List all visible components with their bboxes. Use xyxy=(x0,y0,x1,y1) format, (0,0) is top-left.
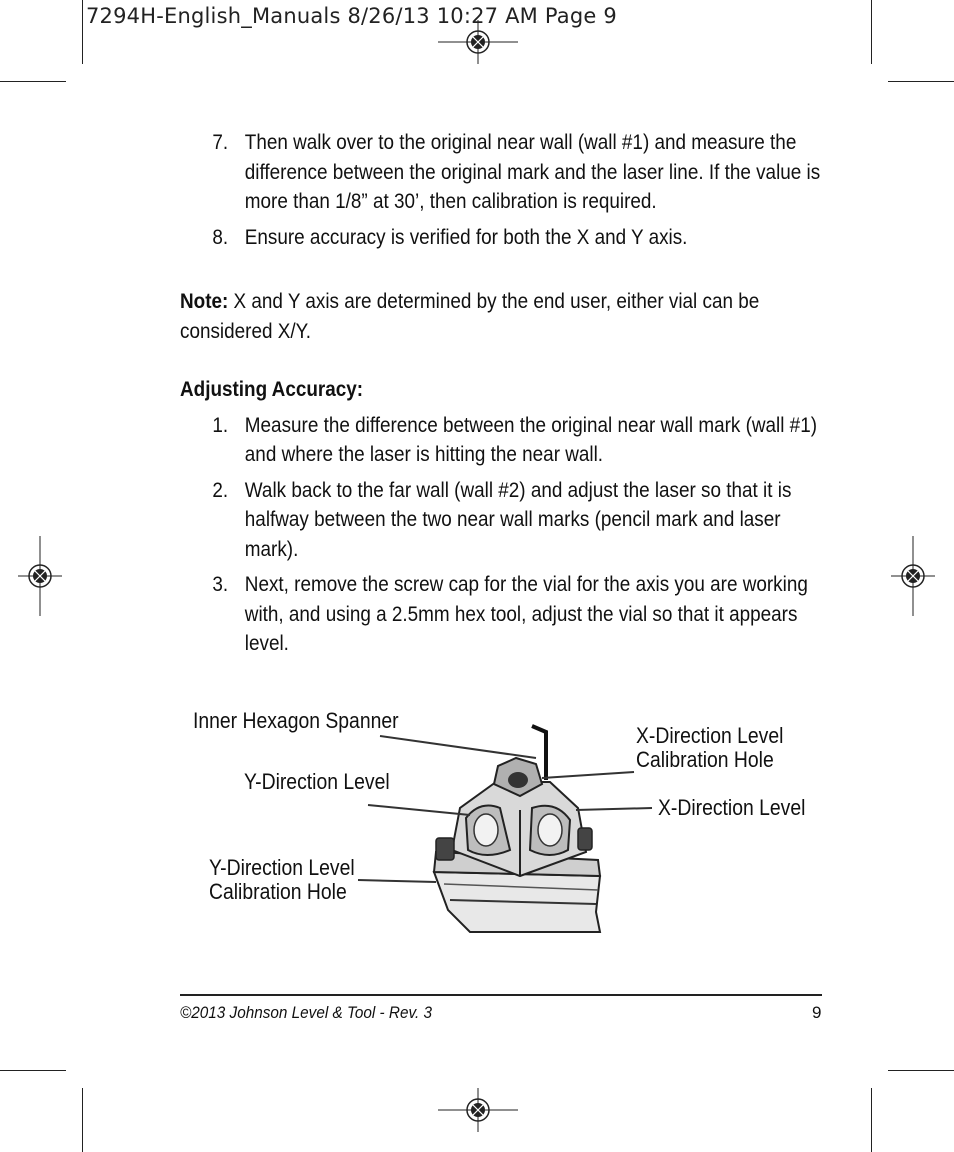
step-list-top xyxy=(180,128,821,252)
label-line: Y-Direction Level xyxy=(209,855,355,880)
page-number: 9 xyxy=(812,1003,822,1022)
list-item xyxy=(180,223,839,253)
crop-mark-tr-v xyxy=(871,0,872,64)
footer-divider xyxy=(180,994,822,996)
label-line: Calibration Hole xyxy=(209,879,347,904)
step-number: 3. xyxy=(212,573,229,596)
crop-mark-tl-h xyxy=(0,81,66,82)
registration-mark-right-icon xyxy=(891,536,935,616)
crop-mark-tr-h xyxy=(888,81,954,82)
crop-mark-bl-h xyxy=(0,1070,66,1071)
crop-mark-tl-v xyxy=(82,0,83,64)
step-number: 7. xyxy=(212,131,229,154)
step-number: 1. xyxy=(212,413,229,437)
label-y-direction-level: Y-Direction Level xyxy=(244,769,390,794)
step-list-adjusting xyxy=(180,411,818,659)
step-text: Walk back to the far wall (wall #2) and adjust the laser so that it is halfway between the two near wall marks (pencil mark and laser mark). xyxy=(244,478,792,561)
label-inner-hex-spanner: Inner Hexagon Spanner xyxy=(193,708,399,733)
step-text: Ensure accuracy is verified for both the X and Y axis. xyxy=(244,225,688,249)
crop-mark-br-h xyxy=(888,1070,954,1071)
list-item xyxy=(180,411,839,470)
list-item xyxy=(180,570,839,659)
note-text-block xyxy=(180,287,774,346)
label-line: Calibration Hole xyxy=(636,747,774,772)
crop-mark-bl-v xyxy=(82,1088,83,1152)
label-x-direction-level: X-Direction Level xyxy=(658,795,806,820)
label-line: X-Direction Level xyxy=(636,723,784,748)
step-text: Next, remove the screw cap for the vial for the axis you are working with, and using a 2.5mm hex tool, adjust the vial so that it appears level. xyxy=(244,573,808,655)
step-text: Measure the difference between the original near wall mark (wall #1) and where the laser is hitting the near wall. xyxy=(244,413,818,466)
note-text: X and Y axis are determined by the end user, either vial can be considered X/Y. xyxy=(180,290,760,343)
note-label: Note: xyxy=(180,290,229,313)
print-slug: 7294H-English_Manuals 8/26/13 10:27 AM Page 9 xyxy=(86,4,617,28)
step-number: 8. xyxy=(212,225,229,249)
steps-top xyxy=(180,128,821,258)
registration-mark-bottom-icon xyxy=(438,1088,518,1132)
label-y-calibration-hole xyxy=(209,856,355,904)
registration-mark-left-icon xyxy=(18,536,62,616)
footer-copyright: ©2013 Johnson Level & Tool - Rev. 3 xyxy=(180,1003,432,1022)
section-heading: Adjusting Accuracy: xyxy=(180,378,364,401)
list-item xyxy=(180,476,839,565)
registration-mark-top-icon xyxy=(438,20,518,64)
note-paragraph xyxy=(180,287,774,346)
step-text: Then walk over to the original near wall (wall #1) and measure the difference between the original mark and the laser line. If the value is more than 1/8” at 30’, then calibration is required. xyxy=(244,131,821,213)
crop-mark-br-v xyxy=(871,1088,872,1152)
laser-level-diagram xyxy=(180,700,840,960)
step-number: 2. xyxy=(212,478,229,502)
list-item xyxy=(180,128,839,217)
adjusting-section xyxy=(180,375,818,665)
label-x-calibration-hole xyxy=(636,724,783,772)
